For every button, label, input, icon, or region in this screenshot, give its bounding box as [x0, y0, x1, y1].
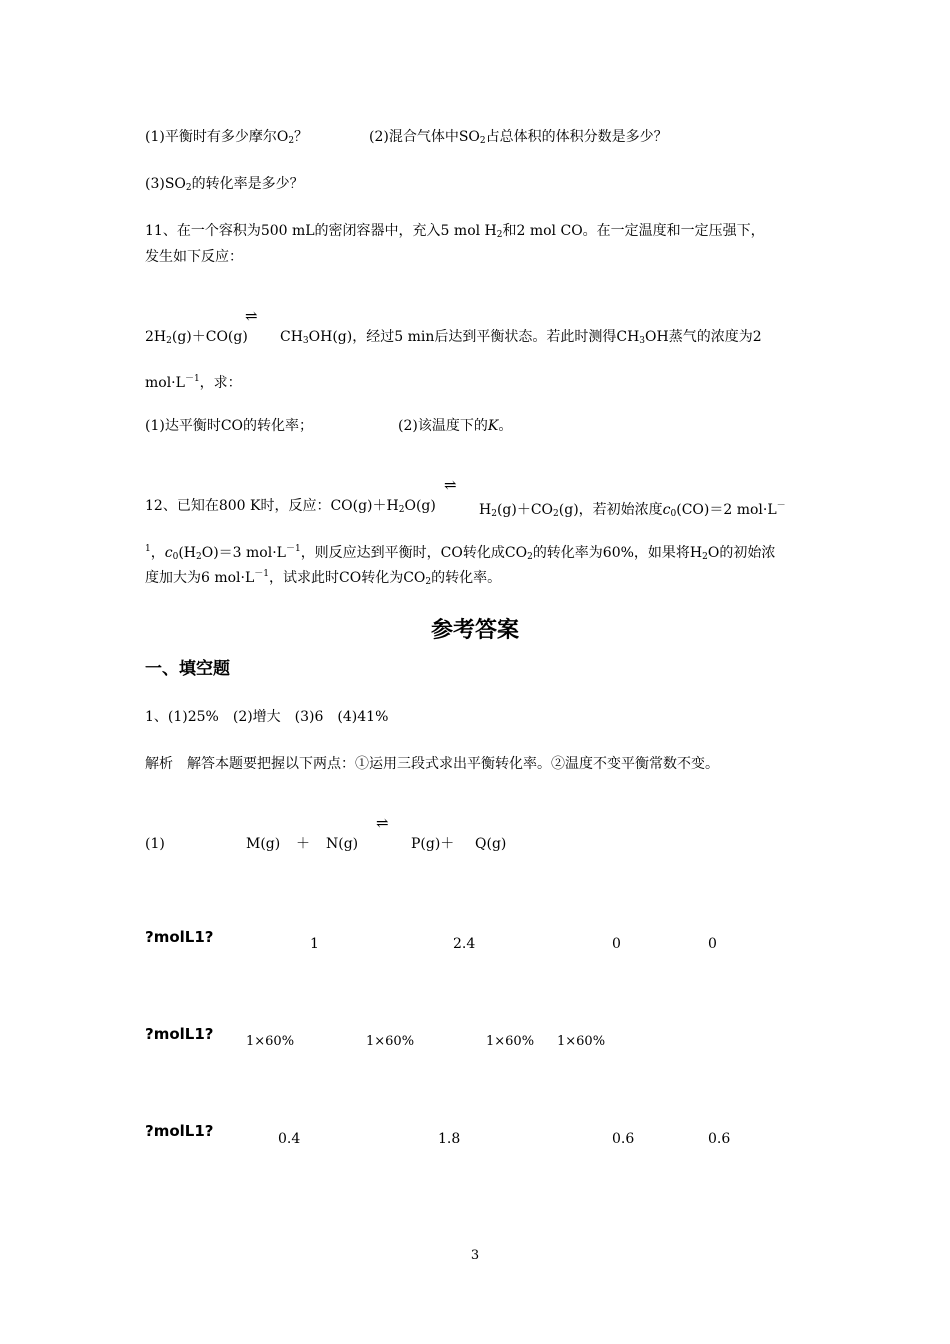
- answer-1: 1、(1)25% (2)增大 (3)6 (4)41%: [145, 709, 389, 725]
- row-initial-label: ?molL1?: [145, 928, 214, 946]
- reaction-arrow: ⇌: [376, 814, 389, 832]
- q11-line4: $mol\cdot L^{-1}$，求：: [145, 374, 242, 391]
- row-equilibrium-q: 0.6: [708, 1131, 731, 1147]
- row-change-p: 1×60%: [486, 1034, 535, 1049]
- q11-line1: 11、在一个容积为500 mL的密闭容器中，充入5 mol $H_2$和2 mol CO。在一定温度和一定压强下，: [145, 223, 765, 240]
- answers-title: 参考答案: [430, 617, 519, 643]
- row-equilibrium-m: 0.4: [278, 1131, 301, 1147]
- product-q: Q(g): [475, 836, 507, 852]
- row-change-q: 1×60%: [557, 1034, 606, 1049]
- row-equilibrium-n: 1.8: [438, 1131, 461, 1147]
- reactant-n: N(g): [326, 836, 359, 852]
- reactant-m: M(g): [246, 836, 281, 852]
- section-heading: 一、填空题: [145, 659, 230, 679]
- row-change-label: ?molL1?: [145, 1025, 214, 1043]
- plus-sign: ＋: [296, 836, 310, 852]
- q12-line2: $^1$，$c_0(H_2O)=3$ $mol\cdot L^{-1}$，则反应达到平衡时，CO转化成$CO_2$的转化率为60%，如果将$H_2O$的初始浓: [145, 544, 776, 562]
- q11-equation-right: $CH_3OH(g)$，经过5 min后达到平衡状态。若此时测得$CH_3OH$蒸气的浓度为2: [280, 329, 762, 346]
- row-change-n: 1×60%: [366, 1034, 415, 1049]
- q11-sub1: (1)达平衡时CO的转化率；: [145, 418, 314, 434]
- row-equilibrium-label: ?molL1?: [145, 1122, 214, 1140]
- row-initial-p: 0: [612, 936, 621, 952]
- q12-line3: 度加大为6 $mol\cdot L^{-1}$，试求此时CO转化为$CO_2$的转化率。: [145, 569, 502, 587]
- row-initial-q: 0: [708, 936, 717, 952]
- page-number: 3: [470, 1248, 480, 1263]
- q11-sub2: (2)该温度下的K。: [398, 418, 513, 434]
- q10-sub1: (1)平衡时有多少摩尔$O_2$？: [145, 129, 309, 146]
- analysis-text: 解析 解答本题要把握以下两点：①运用三段式求出平衡转化率。②温度不变平衡常数不变。: [145, 756, 719, 772]
- q12-line1-left: 12、已知在800 K时，反应：$CO(g)+H_2O(g)$: [145, 498, 436, 515]
- q11-equilibrium-arrow: ⇌: [245, 307, 258, 325]
- row-initial-n: 2.4: [453, 936, 476, 952]
- row-equilibrium-p: 0.6: [612, 1131, 635, 1147]
- q10-sub3: $(3)SO_2$的转化率是多少？: [145, 176, 304, 193]
- q11-equation-left: $2H_2(g)+CO(g)$: [145, 329, 248, 346]
- q10-sub2: (2)混合气体中$SO_2$占总体积的体积分数是多少？: [369, 129, 668, 146]
- q12-line1-right: $H_2(g)+CO_2(g)$，若初始浓度$c_0(CO)=2$ mol·L－: [479, 501, 786, 519]
- row-initial-m: 1: [310, 936, 319, 952]
- q11-line2: 发生如下反应：: [145, 249, 243, 265]
- product-p: P(g)＋: [411, 836, 455, 852]
- row-change-m: 1×60%: [246, 1034, 295, 1049]
- reaction-label: (1): [145, 836, 165, 852]
- q12-equilibrium-arrow: ⇌: [444, 476, 457, 494]
